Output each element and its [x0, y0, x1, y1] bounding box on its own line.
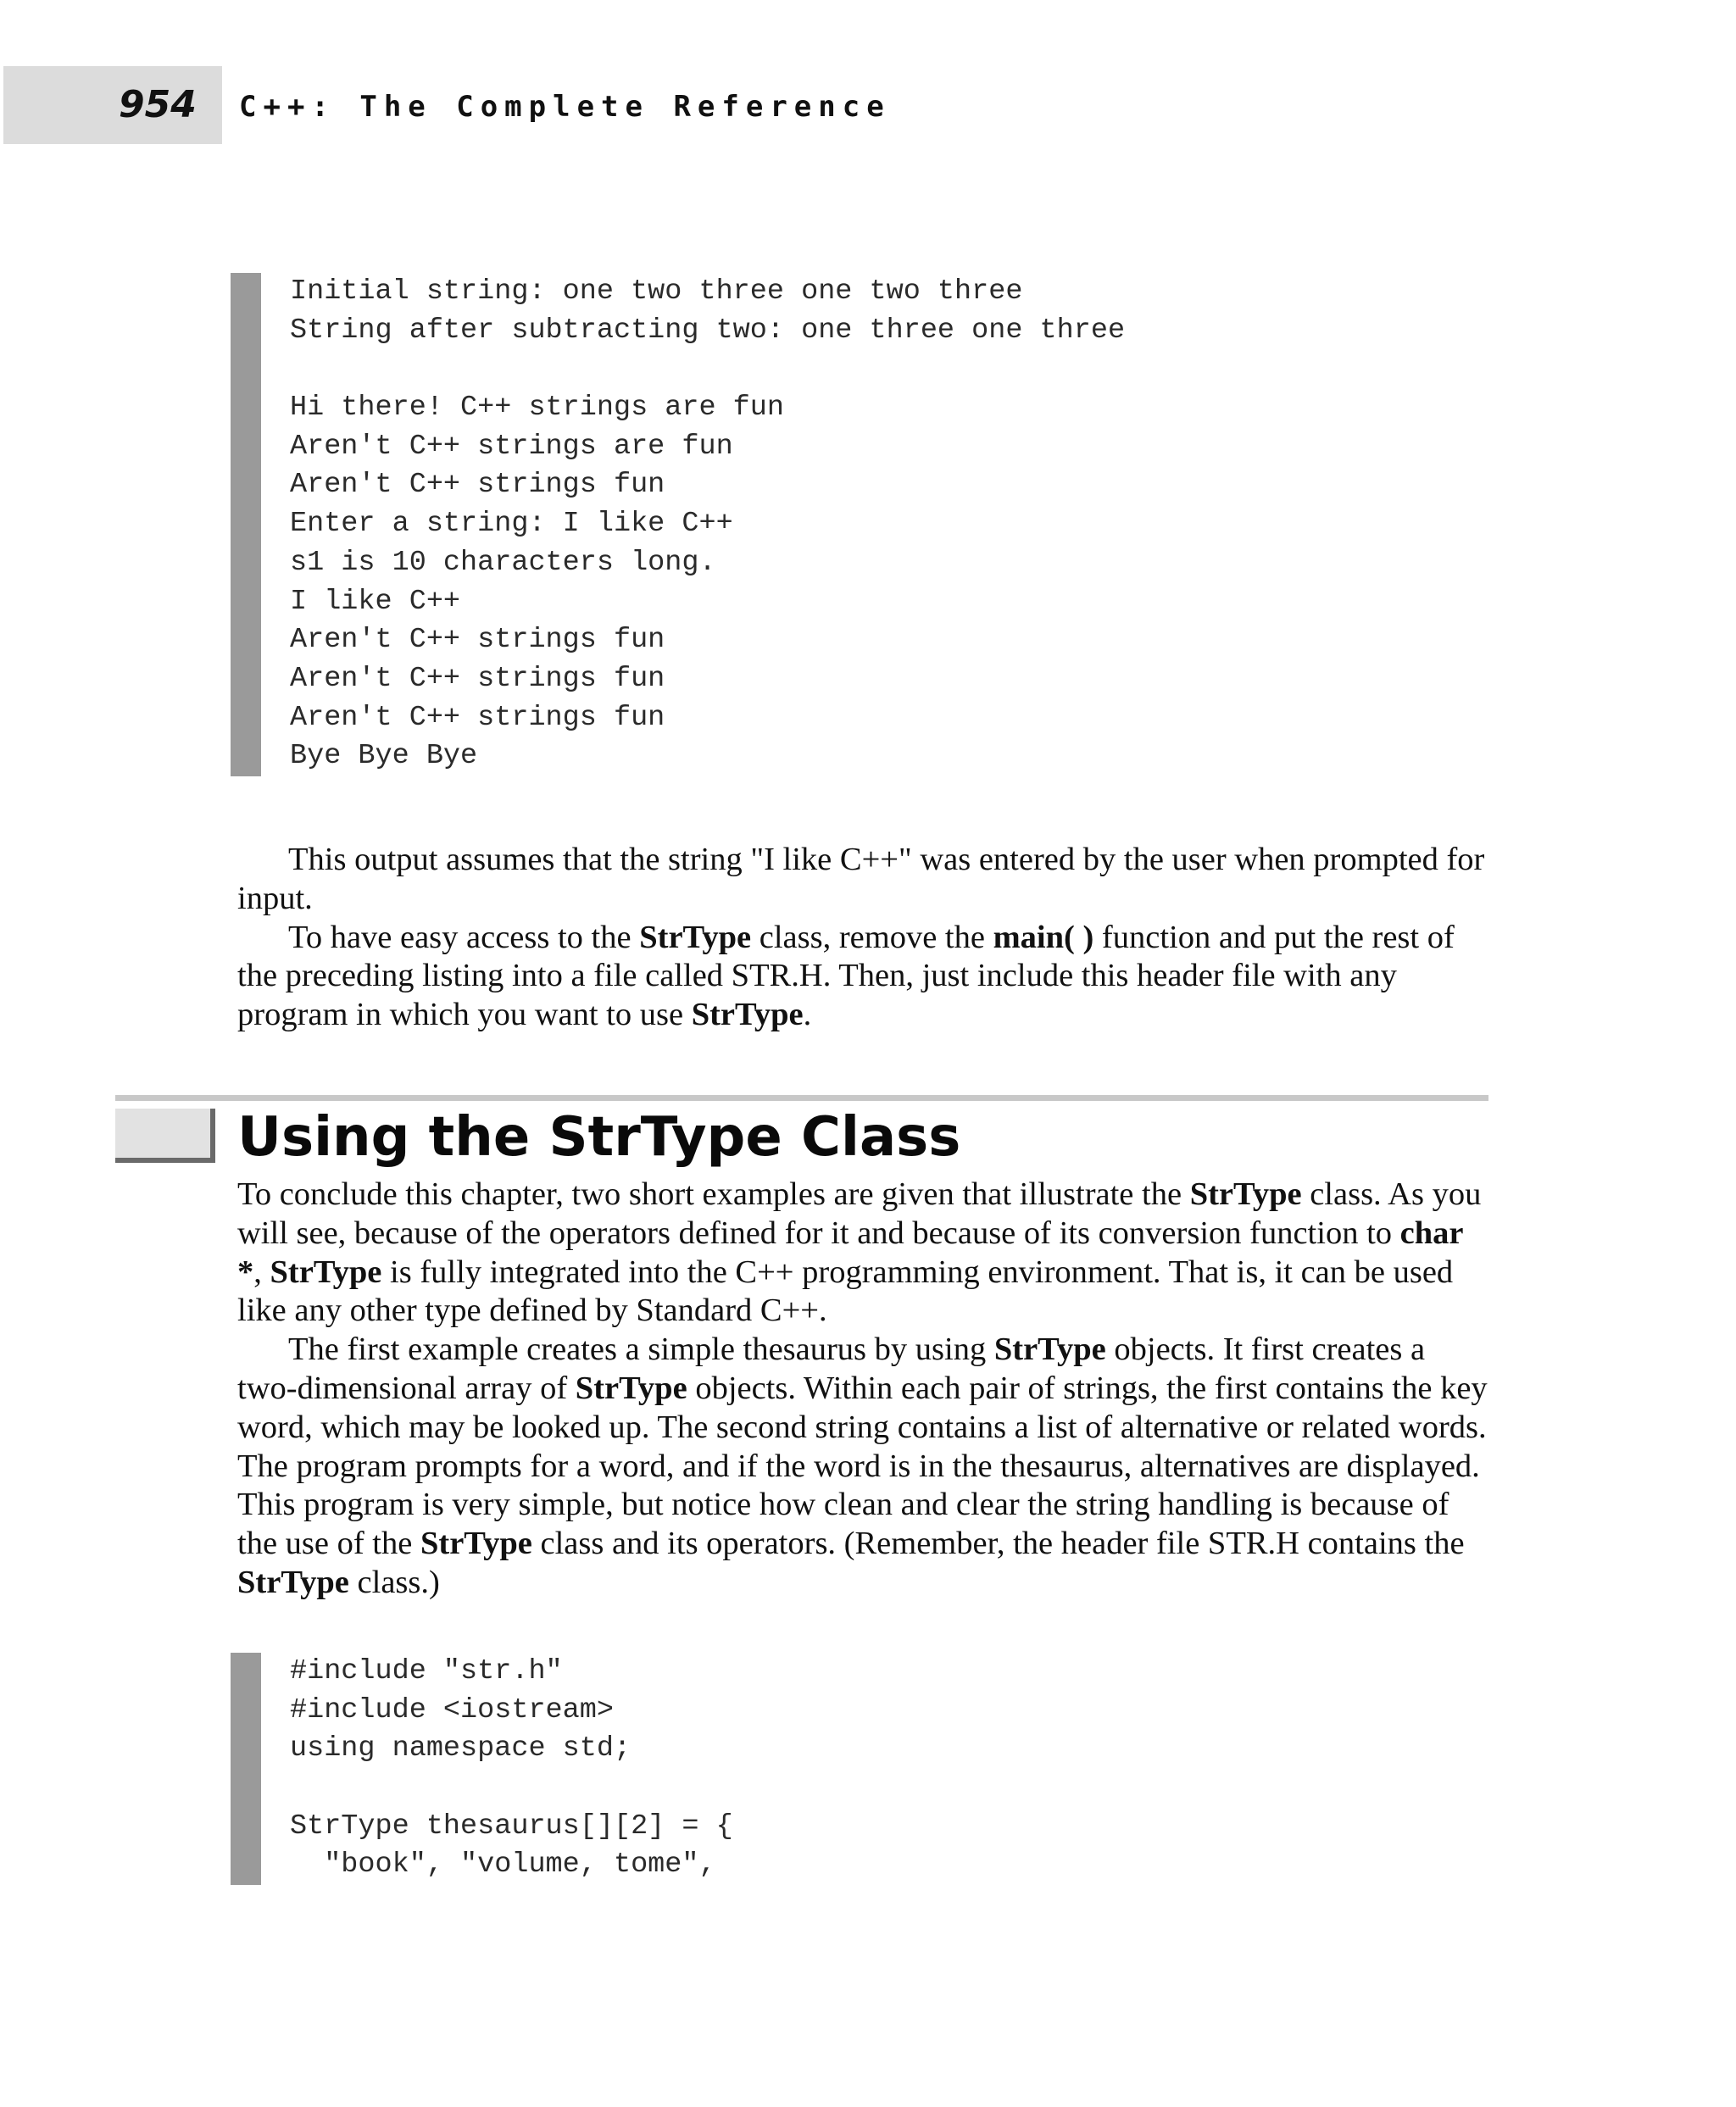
text: function and put the rest of the preceding listing into a file called STR.H. Then, just include this header file with any program in which you want to use: [237, 919, 1455, 1033]
class-name: StrType: [1189, 1176, 1302, 1212]
text: class, remove the: [751, 919, 993, 955]
output-line: I like C++: [290, 585, 461, 618]
code-line: [290, 1769, 733, 1808]
class-name: StrType: [575, 1370, 687, 1406]
output-line: s1 is 10 characters long.: [290, 546, 716, 579]
code-listing-block: [231, 1653, 733, 1885]
output-line: Hi there! C++ strings are fun: [290, 392, 784, 425]
output-line: Bye Bye Bye: [290, 740, 478, 773]
text: .: [803, 997, 812, 1033]
output-line: Aren't C++ strings fun: [290, 624, 665, 657]
text: objects. It first creates a two-dimensional array of: [237, 1331, 1426, 1406]
output-line: Enter a string: I like C++: [290, 508, 733, 541]
text: ,: [253, 1254, 270, 1290]
code-line: using namespace std;: [290, 1732, 632, 1765]
output-line: Aren't C++ strings fun: [290, 701, 665, 734]
class-name: StrType: [270, 1254, 382, 1290]
class-name: StrType: [639, 919, 752, 955]
output-line: Aren't C++ strings fun: [290, 469, 665, 502]
section-marker-box: [115, 1109, 215, 1163]
paragraph: [237, 919, 1492, 1035]
code-line: #include <iostream>: [290, 1693, 614, 1726]
paragraph: [237, 1331, 1492, 1603]
function-name: main( ): [993, 919, 1094, 955]
class-name: StrType: [420, 1526, 532, 1562]
page-number: 954: [119, 83, 197, 126]
text: class. As you will see, because of the operators defined for it and because of its conversion function to: [237, 1176, 1482, 1251]
code-line: StrType thesaurus[][2] = {: [290, 1810, 733, 1843]
output-line: Initial string: one two three one two three: [290, 275, 1023, 308]
code-line: #include "str.h": [290, 1655, 563, 1687]
class-name: StrType: [237, 1564, 349, 1600]
running-title: C++: The Complete Reference: [239, 90, 891, 124]
paragraph: [237, 1176, 1492, 1331]
paragraph: This output assumes that the string "I like C++" was entered by the user when prompted for input.: [237, 842, 1485, 916]
section-rule: [115, 1095, 1488, 1101]
text: To conclude this chapter, two short examples are given that illustrate the: [237, 1176, 1190, 1212]
type-name: char *: [237, 1215, 1463, 1290]
class-name: StrType: [993, 1331, 1106, 1368]
text: objects. Within each pair of strings, the first contains the key word, which may be looked up. The second string contains a list of alternative or related words. The program prompts for a word, and if the word is in the thesaurus, alternatives are displayed. This program is very simple, but notice how clean and clear the string handling is because of the use of the: [237, 1370, 1488, 1562]
section-heading: Using the StrType Class: [237, 1106, 961, 1169]
output-line: Aren't C++ strings fun: [290, 662, 665, 695]
output-line: String after subtracting two: one three one three: [290, 314, 1126, 347]
body-text-2: [237, 1176, 1492, 1603]
text: is fully integrated into the C++ programming environment. That is, it can be used like any other type defined by Standard C++.: [237, 1254, 1454, 1329]
code-line: "book", "volume, tome",: [290, 1848, 716, 1882]
class-name: StrType: [691, 997, 804, 1033]
text: To have easy access to the: [288, 919, 640, 955]
body-text-1: [237, 841, 1492, 1035]
text: class and its operators. (Remember, the header file STR.H contains the: [531, 1526, 1465, 1562]
output-line: Aren't C++ strings are fun: [290, 430, 733, 463]
program-output-block: [231, 273, 1125, 776]
output-line: [290, 350, 1125, 389]
text: class.): [348, 1564, 440, 1600]
text: The first example creates a simple thesaurus by using: [288, 1331, 994, 1368]
